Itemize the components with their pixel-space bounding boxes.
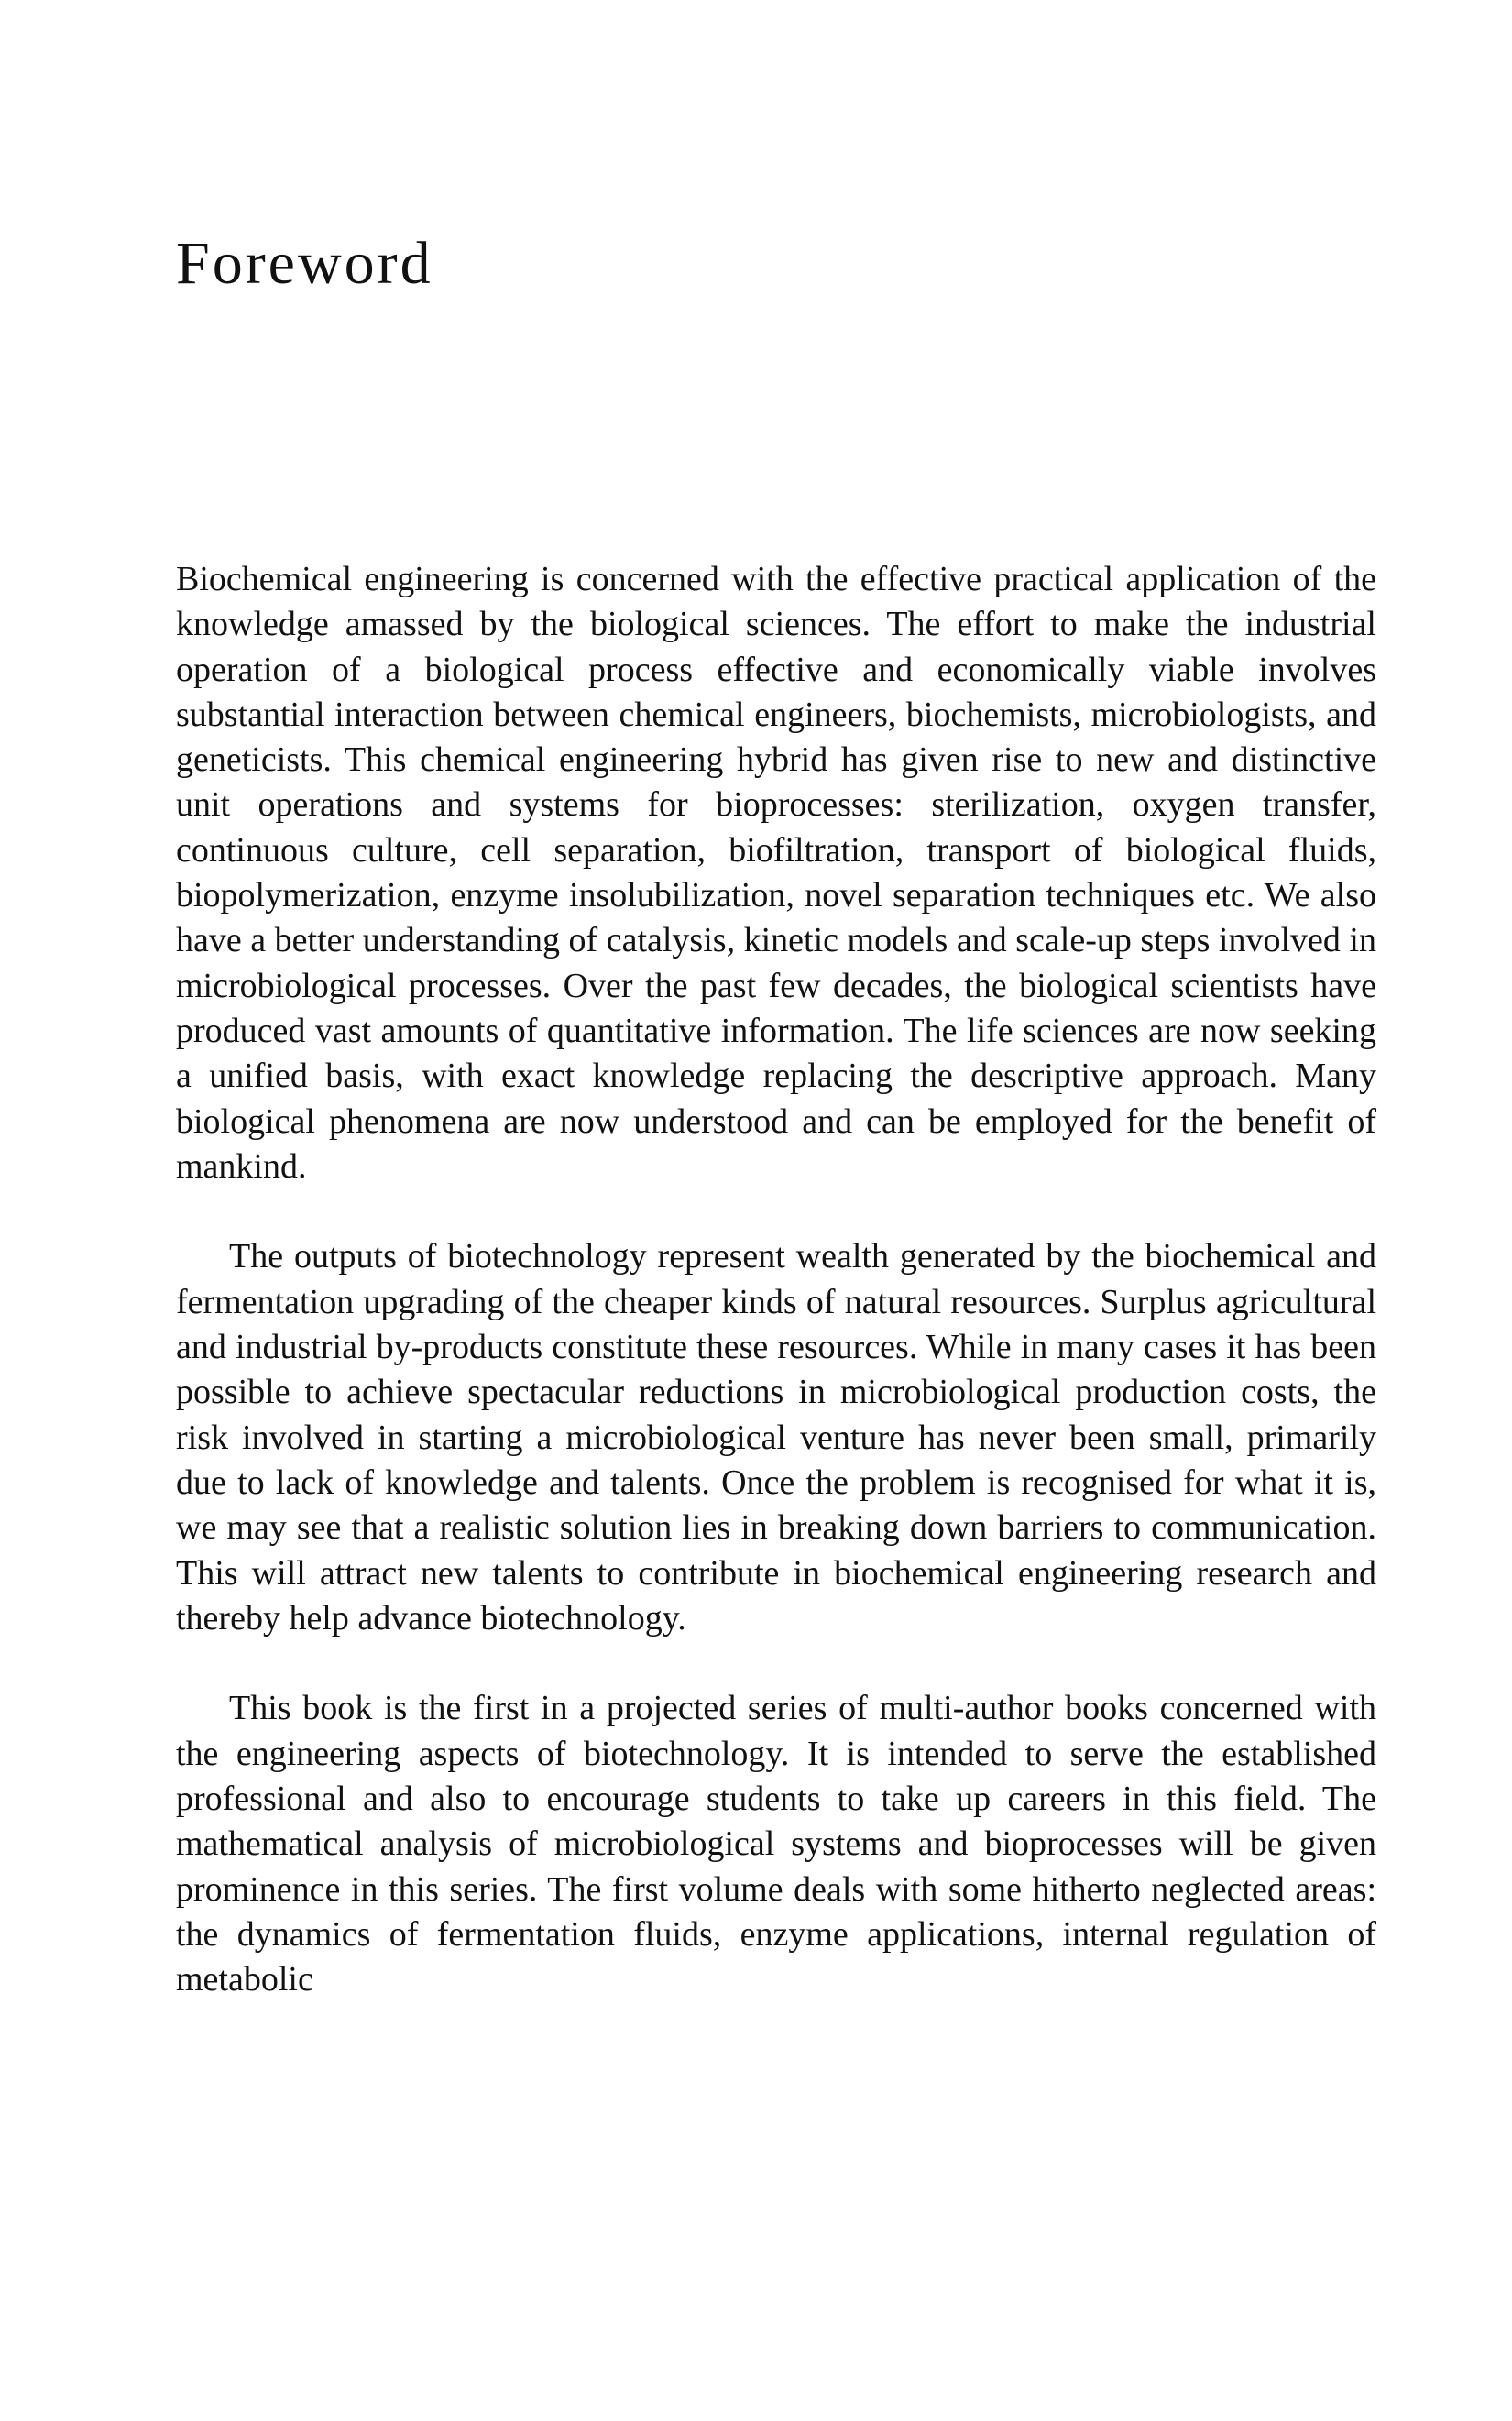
paragraph: This book is the first in a projected series of multi-author books concerned with the engineering aspects of biotechnology. It is intended to serve the established professional and also to encourage students to take up careers in this field. The mathematical analysis of microbiological systems and bioprocesses will be given prominence in this series. The first volume deals with some hitherto neglected areas: the dynamics of fermentation fluids, enzyme applications, internal regulation of metabolic bbox=[176, 1689, 1376, 1999]
paragraph: The outputs of biotechnology represent wealth generated by the biochemical and fermentation upgrading of the cheaper kinds of natural resources. Surplus agricultural and industrial by-products constitute these resources. While in many cases it has been possible to achieve spectacular reductions in microbiological production costs, the risk involved in starting a microbiological venture has never been small, primarily due to lack of knowledge and talents. Once the problem is recognised for what it is, we may see that a realistic solution lies in breaking down barriers to communication. This will attract new talents to contribute in biochemical engineering research and thereby help advance biotechnology. bbox=[176, 1237, 1376, 1638]
body-text bbox=[176, 557, 1376, 2003]
paragraph: Biochemical engineering is concerned with the effective practical application of the knowledge amassed by the biological sciences. The effort to make the industrial operation of a biological process effective and economically viable involves substantial interaction between chemical engineers, biochemists, microbiologists, and geneticists. This chemical engineering hybrid has given rise to new and distinctive unit operations and systems for bioprocesses: sterilization, oxygen transfer, continuous culture, cell separation, biofiltration, transport of biological fluids, biopolymerization, enzyme insolubilization, novel separation techniques etc. We also have a better understanding of catalysis, kinetic models and scale-up steps involved in microbiological processes. Over the past few decades, the biological scientists have produced vast amounts of quantitative information. The life sciences are now seeking a unified basis, with exact knowledge replacing the descriptive approach. Many biological phenomena are now understood and can be employed for the benefit of mankind. bbox=[176, 560, 1376, 1186]
page-title: Foreword bbox=[176, 230, 433, 297]
